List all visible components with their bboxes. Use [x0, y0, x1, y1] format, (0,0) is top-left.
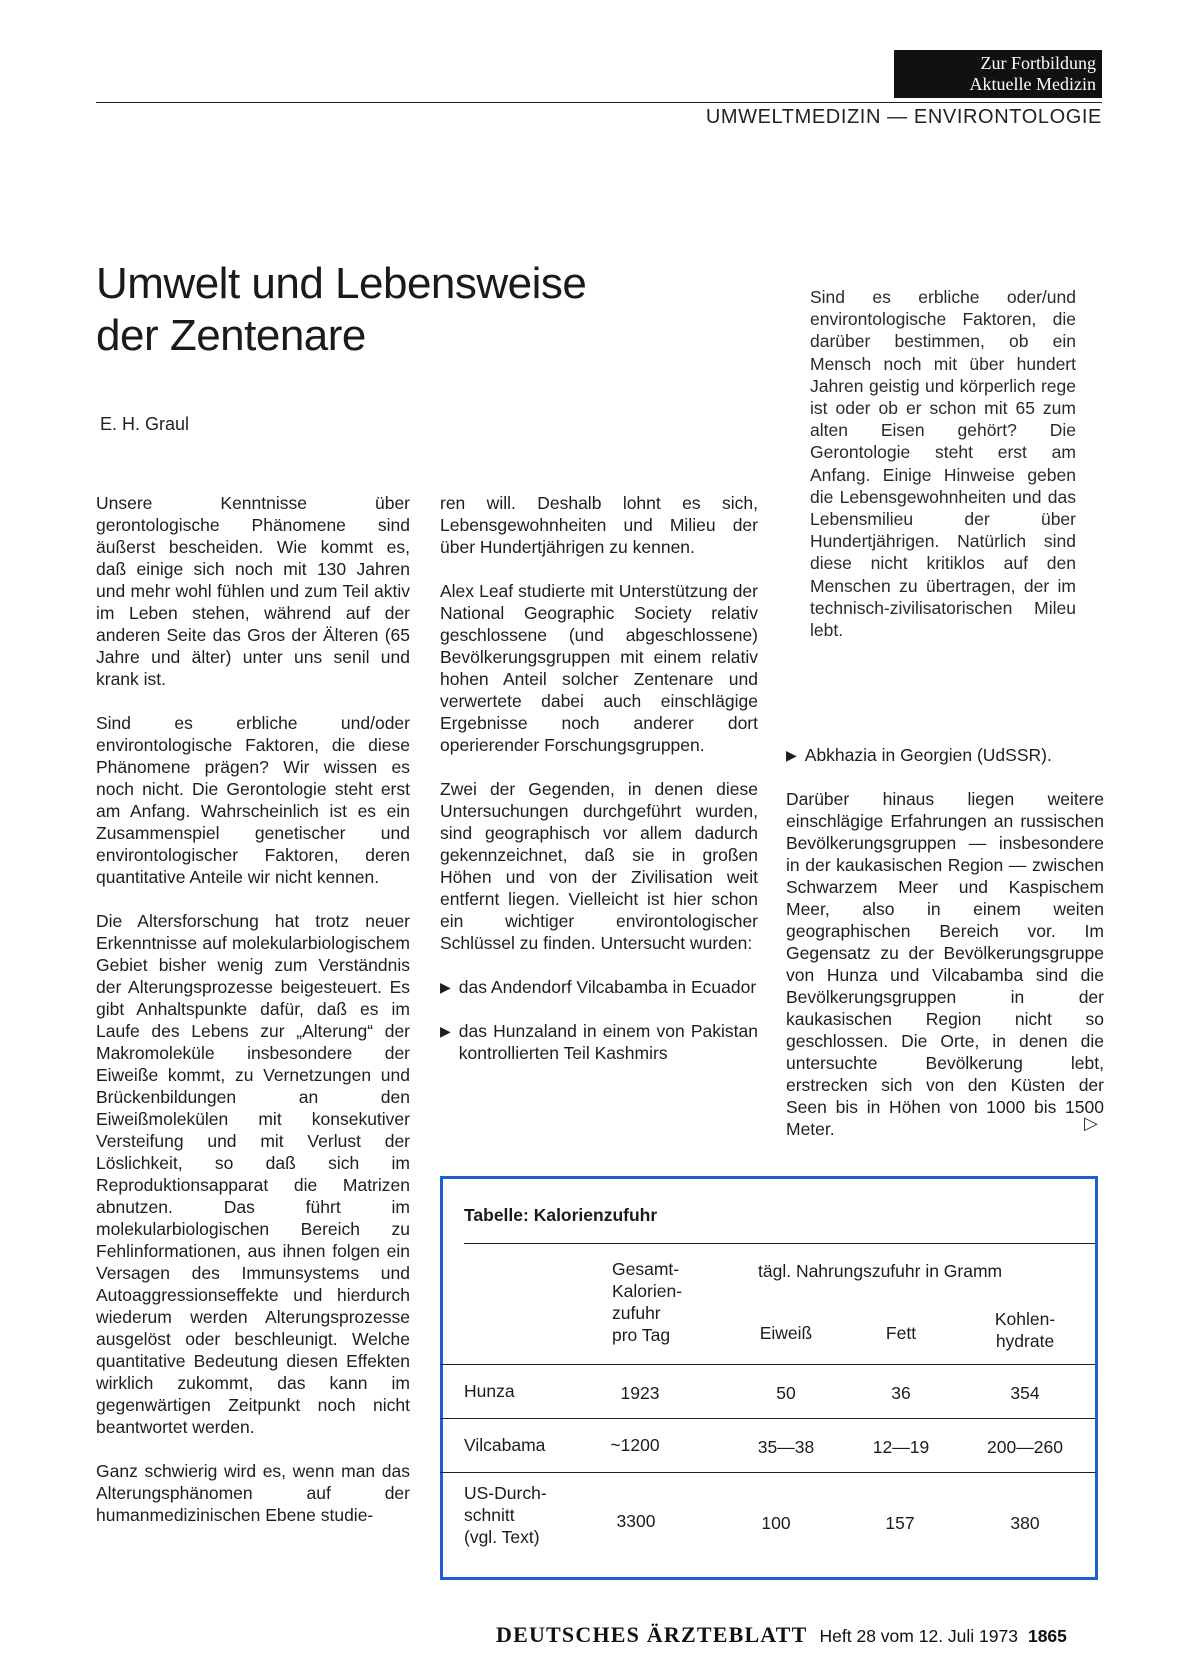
body-column-2	[440, 492, 758, 1086]
paragraph: Darüber hinaus liegen weitere einschlägige Erfahrungen an russischen Bevölkerungsgruppen — insbesondere in der kaukasischen Region — zwischen Schwarzem Meer und Kaspischem Meer, also in einem weiten geographischen Bereich vor. Im Gegensatz zu der Bevölkerungsgruppe von Hunza und Vilcabamba sind die Bevölkerungsgruppen in der kaukasischen Region nicht so geschlossen. Die Orte, in denen die untersuchte Bevölkerung lebt, erstrecken sich von den Küsten der Seen bis in Höhen von 1000 bis 1500 Meter.	[786, 789, 1104, 1139]
column-header-fat: Fett	[885, 1323, 917, 1343]
title-line-2: der Zentenare	[96, 311, 366, 360]
table-rule	[440, 1472, 1096, 1473]
cell-fat: 36	[891, 1383, 911, 1403]
row-label-us-average: US-Durch- schnitt (vgl. Text)	[464, 1483, 547, 1547]
page-footer	[496, 1622, 1067, 1648]
paragraph: ren will. Deshalb lohnt es sich, Lebensgewohnheiten und Milieu der über Hundertjährigen zu kennen.	[440, 493, 758, 557]
cell-carb: 200—260	[987, 1437, 1063, 1457]
paragraph: Ganz schwierig wird es, wenn man das Alterungsphänomen auf der humanmedizinischen Ebene studie-	[96, 1461, 410, 1525]
intro-abstract	[810, 286, 1076, 641]
paragraph: Alex Leaf studierte mit Unterstützung der National Geographic Society relativ geschlossene (und abgeschlossene) Bevölkerungsgruppen mit einem relativ hohen Anteil solcher Zentenare und verwertete dabei auch einschlägige Ergebnisse noch anderer dort operierender Forschungsgruppen.	[440, 581, 758, 755]
column-group-header: tägl. Nahrungszufuhr in Gramm	[758, 1261, 1003, 1281]
issue-info: Heft 28 vom 12. Juli 1973	[819, 1626, 1018, 1646]
table-rule	[440, 1364, 1096, 1365]
section-badge	[894, 50, 1102, 98]
bullet-text: Abkhazia in Georgien (UdSSR).	[804, 745, 1052, 765]
row-label-vilcabama: Vilcabama	[464, 1435, 546, 1455]
column-header-total: Gesamt- Kalorien- zufuhr pro Tag	[612, 1259, 683, 1345]
badge-line-1: Zur Fortbildung	[980, 53, 1096, 73]
paragraph: Zwei der Gegenden, in denen diese Untersuchungen durchgeführt wurden, sind geographisch vor allem dadurch gekennzeichnet, daß sie in großen Höhen und von der Zivilisation weit entfernt liegen. Vielleicht ist hier schon ein wichtiger environtologischer Schlüssel zu finden. Untersucht wurden:	[440, 779, 758, 953]
header-rule	[96, 102, 1102, 103]
bullet-triangle-icon: ▶	[440, 979, 451, 995]
body-column-3	[786, 744, 1104, 1162]
page-number: 1865	[1027, 1626, 1067, 1646]
body-column-1	[96, 492, 410, 1548]
cell-total: 3300	[616, 1511, 656, 1531]
continue-arrow-icon: ▷	[1084, 1113, 1098, 1133]
intro-paragraph: Sind es erbliche oder/und environtologische Faktoren, die darüber bestimmen, ob ein Mensch noch mit über hundert Jahren geistig und körperlich rege ist oder ob er schon mit 65 zum alten Eisen gehört? Die Gerontologie steht erst am Anfang. Einige Hinweise geben die Lebensgewohnheiten und das Lebensmilieu der über Hundertjährigen. Natürlich sind diese nicht kritiklos auf den Menschen zu übertragen, der im technisch-zivilisatorischen Mileu lebt.	[810, 287, 1076, 641]
section-label: UMWELTMEDIZIN — ENVIRONTOLOGIE	[705, 106, 1102, 128]
author: E. H. Graul	[100, 414, 190, 434]
paragraph: Die Altersforschung hat trotz neuer Erkenntnisse auf molekularbiologischem Gebiet bisher wenig zum Verständnis der Alterungsprozesse beigesteuert. Es gibt Anhaltspunkte dafür, daß es im Laufe des Lebens zur „Alterung“ der Makromoleküle insbesondere der Eiweiße kommt, zu Vernetzungen und Brückenbildungen an den Eiweißmolekülen mit konsekutiver Versteifung und mit Verlust der Löslichkeit, so daß sich im Reproduktionsapparat die Matrizen abnutzen. Das führt im molekularbiologischen Bereich zu Fehlinformationen, aus ihnen folgen ein Versagen des Immunsystems und Autoaggressionseffekte und hierdurch wiederum werden Alterungsprozesse ausgelöst oder beschleunigt. Welche quantitative Bedeutung diesen Effekten wirklich zukommt, das kann im gegenwärtigen Zeitpunkt noch nicht beantwortet werden.	[96, 911, 410, 1437]
column-header-carb: Kohlen- hydrate	[994, 1309, 1056, 1351]
bullet-text: das Andendorf Vilcabamba in Ecuador	[458, 977, 757, 997]
cell-total: 1923	[620, 1383, 660, 1403]
table-rule	[464, 1243, 1096, 1244]
table-title: Tabelle: Kalorienzufuhr	[464, 1205, 658, 1225]
paragraph: Unsere Kenntnisse über gerontologische Phänomene sind äußerst bescheiden. Wie kommt es, daß einige sich noch mit 130 Jahren und mehr wohl fühlen und zum Teil aktiv im Leben stehen, während auf der anderen Seite das Gros der Älteren (65 Jahre und älter) unter uns senil und krank ist.	[96, 493, 410, 689]
bullet-triangle-icon: ▶	[440, 1023, 451, 1039]
cell-carb: 380	[1010, 1513, 1040, 1533]
cell-fat: 157	[885, 1513, 915, 1533]
bullet-item	[786, 744, 1104, 766]
row-label-hunza: Hunza	[464, 1381, 515, 1401]
cell-protein: 100	[761, 1513, 791, 1533]
table-rule	[440, 1418, 1096, 1419]
bullet-text: das Hunzaland in einem von Pakistan kontrollierten Teil Kashmirs	[458, 1021, 758, 1063]
cell-protein: 35—38	[757, 1437, 815, 1457]
journal-name: DEUTSCHES ÄRZTEBLATT	[496, 1622, 808, 1647]
cell-protein: 50	[776, 1383, 796, 1403]
bullet-item	[440, 976, 758, 998]
bullet-item	[440, 1020, 758, 1064]
badge-line-2: Aktuelle Medizin	[969, 74, 1096, 94]
article-title	[96, 258, 656, 362]
cell-total: ~1200	[610, 1435, 660, 1455]
title-line-1: Umwelt und Lebensweise	[96, 259, 587, 308]
column-header-protein: Eiweiß	[759, 1323, 813, 1343]
cell-fat: 12—19	[872, 1437, 930, 1457]
bullet-triangle-icon: ▶	[786, 747, 797, 763]
paragraph: Sind es erbliche und/oder environtologische Faktoren, die diese Phänomene prägen? Wir wissen es noch nicht. Die Gerontologie steht erst am Anfang. Wahrscheinlich ist es ein Zusammenspiel genetischer und environtologischer Faktoren, deren quantitative Anteile wir nicht kennen.	[96, 713, 410, 887]
cell-carb: 354	[1010, 1383, 1040, 1403]
